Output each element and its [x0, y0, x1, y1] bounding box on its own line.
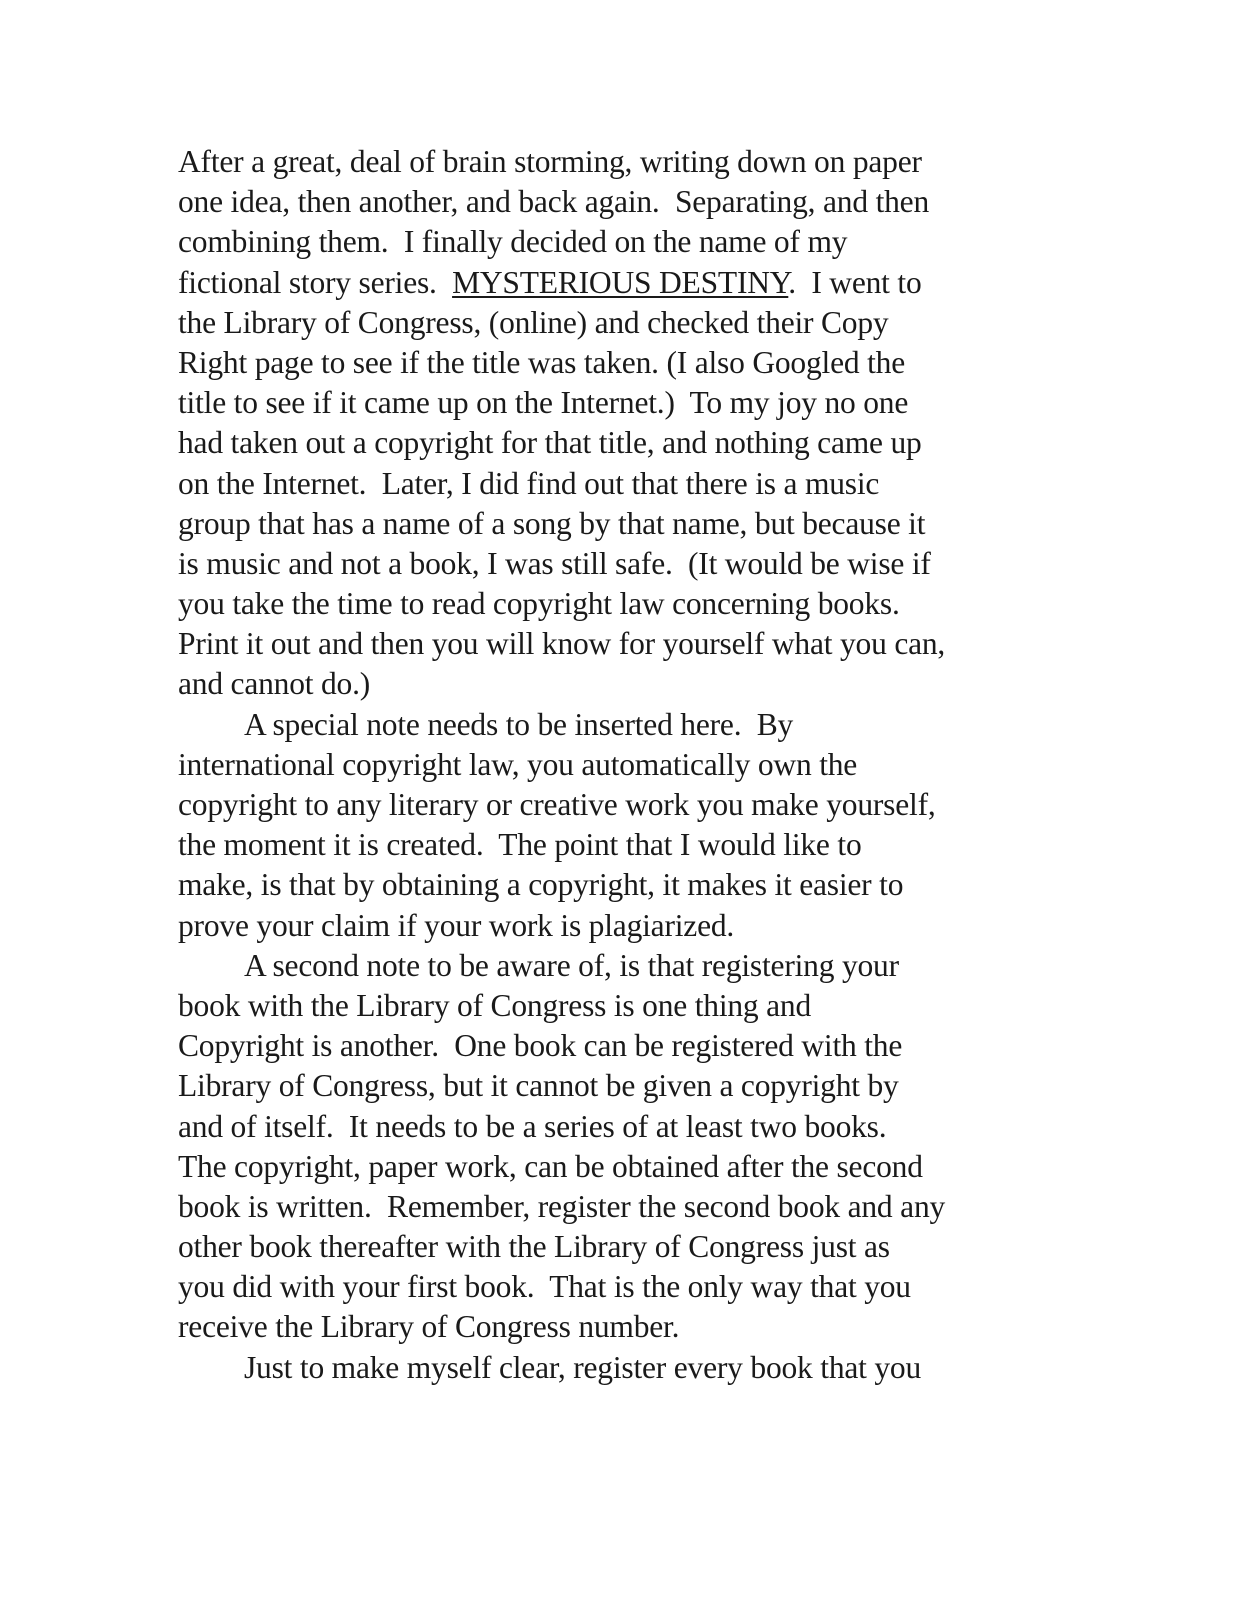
text-line: A special note needs to be inserted here. By — [244, 706, 794, 742]
paragraph-4 — [178, 1348, 1048, 1388]
text-line: title to see if it came up on the Internet.) To my joy no one — [178, 385, 909, 421]
text-line: receive the Library of Congress number. — [178, 1309, 680, 1345]
text-line: other book thereafter with the Library of Congress just as — [178, 1229, 890, 1265]
text-line: After a great, deal of brain storming, writing down on paper — [178, 144, 922, 179]
text-line: international copyright law, you automatically own the — [178, 746, 858, 782]
text-line: Library of Congress, but it cannot be given a copyright by — [178, 1068, 899, 1104]
text-line: copyright to any literary or creative work you make yourself, — [178, 787, 936, 822]
text-line: the Library of Congress, (online) and checked their Copy — [178, 304, 889, 340]
body-text — [178, 142, 1048, 1388]
paragraph-1 — [178, 142, 1048, 705]
text-line: you did with your first book. That is the only way that you — [178, 1269, 911, 1305]
text-line: is music and not a book, I was still safe. (It would be wise if — [178, 545, 931, 581]
text-line: book is written. Remember, register the second book and any — [178, 1188, 946, 1224]
text-line: group that has a name of a song by that name, but because it — [178, 505, 926, 541]
text-line: you take the time to read copyright law concerning books. — [178, 586, 900, 622]
text-line: make, is that by obtaining a copyright, it makes it easier to — [178, 867, 904, 903]
text-line: one idea, then another, and back again. Separating, and then — [178, 184, 929, 220]
text-line: Copyright is another. One book can be registered with the — [178, 1028, 903, 1064]
text-line: Just to make myself clear, register every book that you — [244, 1349, 922, 1385]
text-segment: . I went to — [788, 264, 922, 300]
text-line: on the Internet. Later, I did find out that there is a music — [178, 465, 880, 501]
text-line: Print it out and then you will know for yourself what you can, — [178, 626, 946, 662]
text-line — [178, 263, 1048, 303]
text-line: book with the Library of Congress is one thing and — [178, 987, 812, 1023]
text-line: had taken out a copyright for that title, and nothing came up — [178, 425, 922, 461]
text-segment: fictional story series. — [178, 264, 453, 300]
text-line: the moment it is created. The point that I would like to — [178, 827, 862, 863]
paragraph-2 — [178, 705, 1048, 946]
text-line: combining them. I finally decided on the name of my — [178, 224, 848, 260]
text-line: A second note to be aware of, is that registering your — [244, 947, 899, 983]
text-line: and of itself. It needs to be a series of at least two books. — [178, 1108, 887, 1144]
series-title-underlined: MYSTERIOUS DESTINY — [452, 264, 789, 300]
text-line: and cannot do.) — [178, 666, 371, 702]
paragraph-3 — [178, 946, 1048, 1348]
text-line: prove your claim if your work is plagiarized. — [178, 907, 735, 943]
text-line: Right page to see if the title was taken. (I also Googled the — [178, 344, 905, 380]
text-line: The copyright, paper work, can be obtained after the second — [178, 1148, 923, 1184]
